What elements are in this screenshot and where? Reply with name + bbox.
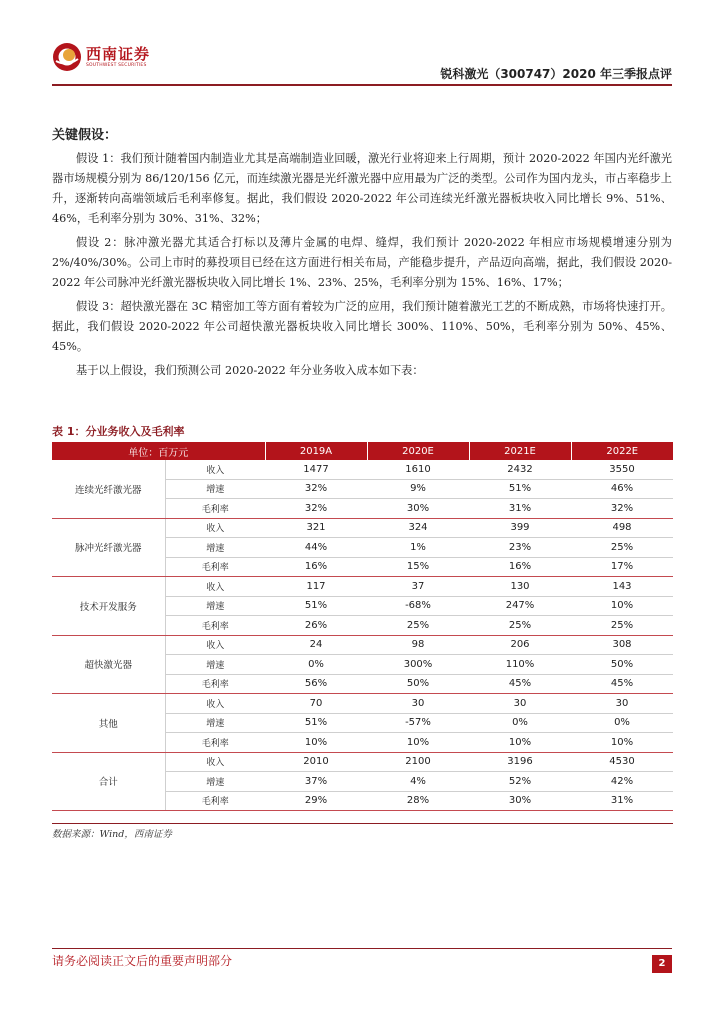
table-header-row [52,442,673,460]
value-cell: 98 [367,635,469,655]
header-divider [52,84,672,86]
value-cell: 399 [469,518,571,538]
paragraph-assumption-2: 假设 2：脉冲激光器尤其适合打标以及薄片金属的电焊、缝焊，我们预计 2020-2022 年相应市场规模增速分别为 2%/40%/30%。公司上市时的募投项目已经在这方面进行相关布局，产能稳步提升，产品迈向高端，据此，我们假设 2020-2022 年公司脉冲光纤激光器板块收入同比增长 1%、23%、25%，毛利率分别为 15%、16%、17%； [52,236,672,289]
value-cell: 25% [571,538,673,558]
value-cell: 1610 [367,460,469,479]
paragraph-summary: 基于以上假设，我们预测公司 2020-2022 年分业务收入成本如下表： [76,364,424,377]
value-cell: 44% [265,538,367,558]
metric-label-cell: 增速 [165,538,265,558]
metric-label-cell: 增速 [165,655,265,675]
metric-label-cell: 毛利率 [165,674,265,694]
year-header: 2020E [367,442,469,460]
value-cell: 498 [571,518,673,538]
value-cell: 2100 [367,752,469,772]
value-cell: 117 [265,577,367,597]
value-cell: 52% [469,772,571,792]
assumption-paragraphs [52,149,672,385]
value-cell: 2010 [265,752,367,772]
table-row [52,752,673,772]
logo-emblem-icon [52,42,82,72]
value-cell: 30 [571,694,673,714]
paragraph-assumption-1: 假设 1：我们预计随着国内制造业尤其是高端制造业回暖，激光行业将迎来上行周期，预计 2020-2022 年国内光纤激光器市场规模分别为 86/120/156 亿元，而连续激光器是光纤激光器中应用最为广泛的类型。公司作为国内龙头，市占率稳步上升，逐渐转向高端领域后毛利率修复。据此，我们假设 2020-2022 年公司连续光纤激光器板块收入同比增长 9%、51%、46%，毛利率分别为 30%、31%、32%； [52,152,672,225]
value-cell: 0% [571,713,673,733]
year-header: 2022E [571,442,673,460]
value-cell: 29% [265,791,367,811]
table-title: 表 1：分业务收入及毛利率 [52,425,185,438]
segment-revenue-table [52,442,673,811]
metric-label-cell: 收入 [165,577,265,597]
segment-name-cell: 技术开发服务 [52,577,165,636]
value-cell: 9% [367,479,469,499]
value-cell: 24 [265,635,367,655]
value-cell: 31% [571,791,673,811]
value-cell: 32% [265,479,367,499]
year-header: 2019A [265,442,367,460]
value-cell: 30% [367,499,469,519]
metric-label-cell: 增速 [165,772,265,792]
value-cell: 110% [469,655,571,675]
table-row [52,577,673,597]
value-cell: 50% [571,655,673,675]
value-cell: 10% [571,596,673,616]
value-cell: 42% [571,772,673,792]
metric-label-cell: 收入 [165,635,265,655]
data-source-note: 数据来源：Wind，西南证券 [52,829,172,840]
value-cell: 0% [469,713,571,733]
value-cell: 300% [367,655,469,675]
value-cell: 321 [265,518,367,538]
section-title: 关键假设： [52,128,118,143]
report-title: 锐科激光（300747）2020 年三季报点评 [440,67,672,81]
value-cell: 30 [367,694,469,714]
metric-label-cell: 毛利率 [165,616,265,636]
value-cell: 70 [265,694,367,714]
value-cell: 32% [571,499,673,519]
value-cell: 30% [469,791,571,811]
value-cell: 31% [469,499,571,519]
value-cell: 26% [265,616,367,636]
metric-label-cell: 增速 [165,713,265,733]
metric-label-cell: 收入 [165,694,265,714]
value-cell: 3196 [469,752,571,772]
value-cell: 4% [367,772,469,792]
value-cell: -68% [367,596,469,616]
value-cell: 50% [367,674,469,694]
metric-label-cell: 增速 [165,479,265,499]
logo-english-name: SOUTHWEST SECURITIES [86,62,147,68]
segment-name-cell: 合计 [52,752,165,811]
paragraph-assumption-3: 假设 3：超快激光器在 3C 精密加工等方面有着较为广泛的应用，我们预计随着激光工艺的不断成熟，市场将快速打开。据此，我们假设 2020-2022 年公司超快激光器板块收入同比增长 300%、110%、50%，毛利率分别为 50%、45%、45%。 [52,300,672,353]
value-cell: 3550 [571,460,673,479]
value-cell: 32% [265,499,367,519]
segment-name-cell: 连续光纤激光器 [52,460,165,518]
table-row [52,635,673,655]
value-cell: 4530 [571,752,673,772]
value-cell: -57% [367,713,469,733]
value-cell: 16% [265,557,367,577]
value-cell: 25% [571,616,673,636]
value-cell: 308 [571,635,673,655]
value-cell: 1477 [265,460,367,479]
value-cell: 130 [469,577,571,597]
value-cell: 10% [571,733,673,753]
metric-label-cell: 毛利率 [165,733,265,753]
value-cell: 0% [265,655,367,675]
table-bottom-rule [52,823,673,824]
value-cell: 17% [571,557,673,577]
value-cell: 28% [367,791,469,811]
page-number: 2 [652,955,672,973]
metric-label-cell: 毛利率 [165,791,265,811]
table-row [52,518,673,538]
metric-label-cell: 收入 [165,518,265,538]
value-cell: 25% [367,616,469,636]
company-logo [52,42,150,72]
value-cell: 51% [469,479,571,499]
footer-disclaimer: 请务必阅读正文后的重要声明部分 [52,954,233,968]
value-cell: 10% [265,733,367,753]
value-cell: 2432 [469,460,571,479]
segment-name-cell: 超快激光器 [52,635,165,694]
value-cell: 1% [367,538,469,558]
value-cell: 51% [265,713,367,733]
table-row [52,460,673,479]
value-cell: 324 [367,518,469,538]
value-cell: 247% [469,596,571,616]
footer-divider [52,948,672,949]
value-cell: 51% [265,596,367,616]
segment-name-cell: 其他 [52,694,165,753]
value-cell: 10% [469,733,571,753]
segment-name-cell: 脉冲光纤激光器 [52,518,165,577]
table-body [52,460,673,811]
value-cell: 10% [367,733,469,753]
value-cell: 206 [469,635,571,655]
value-cell: 56% [265,674,367,694]
metric-label-cell: 毛利率 [165,557,265,577]
value-cell: 15% [367,557,469,577]
year-header: 2021E [469,442,571,460]
value-cell: 23% [469,538,571,558]
value-cell: 46% [571,479,673,499]
value-cell: 25% [469,616,571,636]
value-cell: 143 [571,577,673,597]
value-cell: 37% [265,772,367,792]
metric-label-cell: 增速 [165,596,265,616]
metric-label-cell: 收入 [165,460,265,479]
table-row [52,694,673,714]
unit-header: 单位：百万元 [52,442,265,460]
value-cell: 37 [367,577,469,597]
value-cell: 30 [469,694,571,714]
logo-chinese-name: 西南证券 [86,44,151,63]
value-cell: 16% [469,557,571,577]
value-cell: 45% [469,674,571,694]
metric-label-cell: 毛利率 [165,499,265,519]
metric-label-cell: 收入 [165,752,265,772]
value-cell: 45% [571,674,673,694]
